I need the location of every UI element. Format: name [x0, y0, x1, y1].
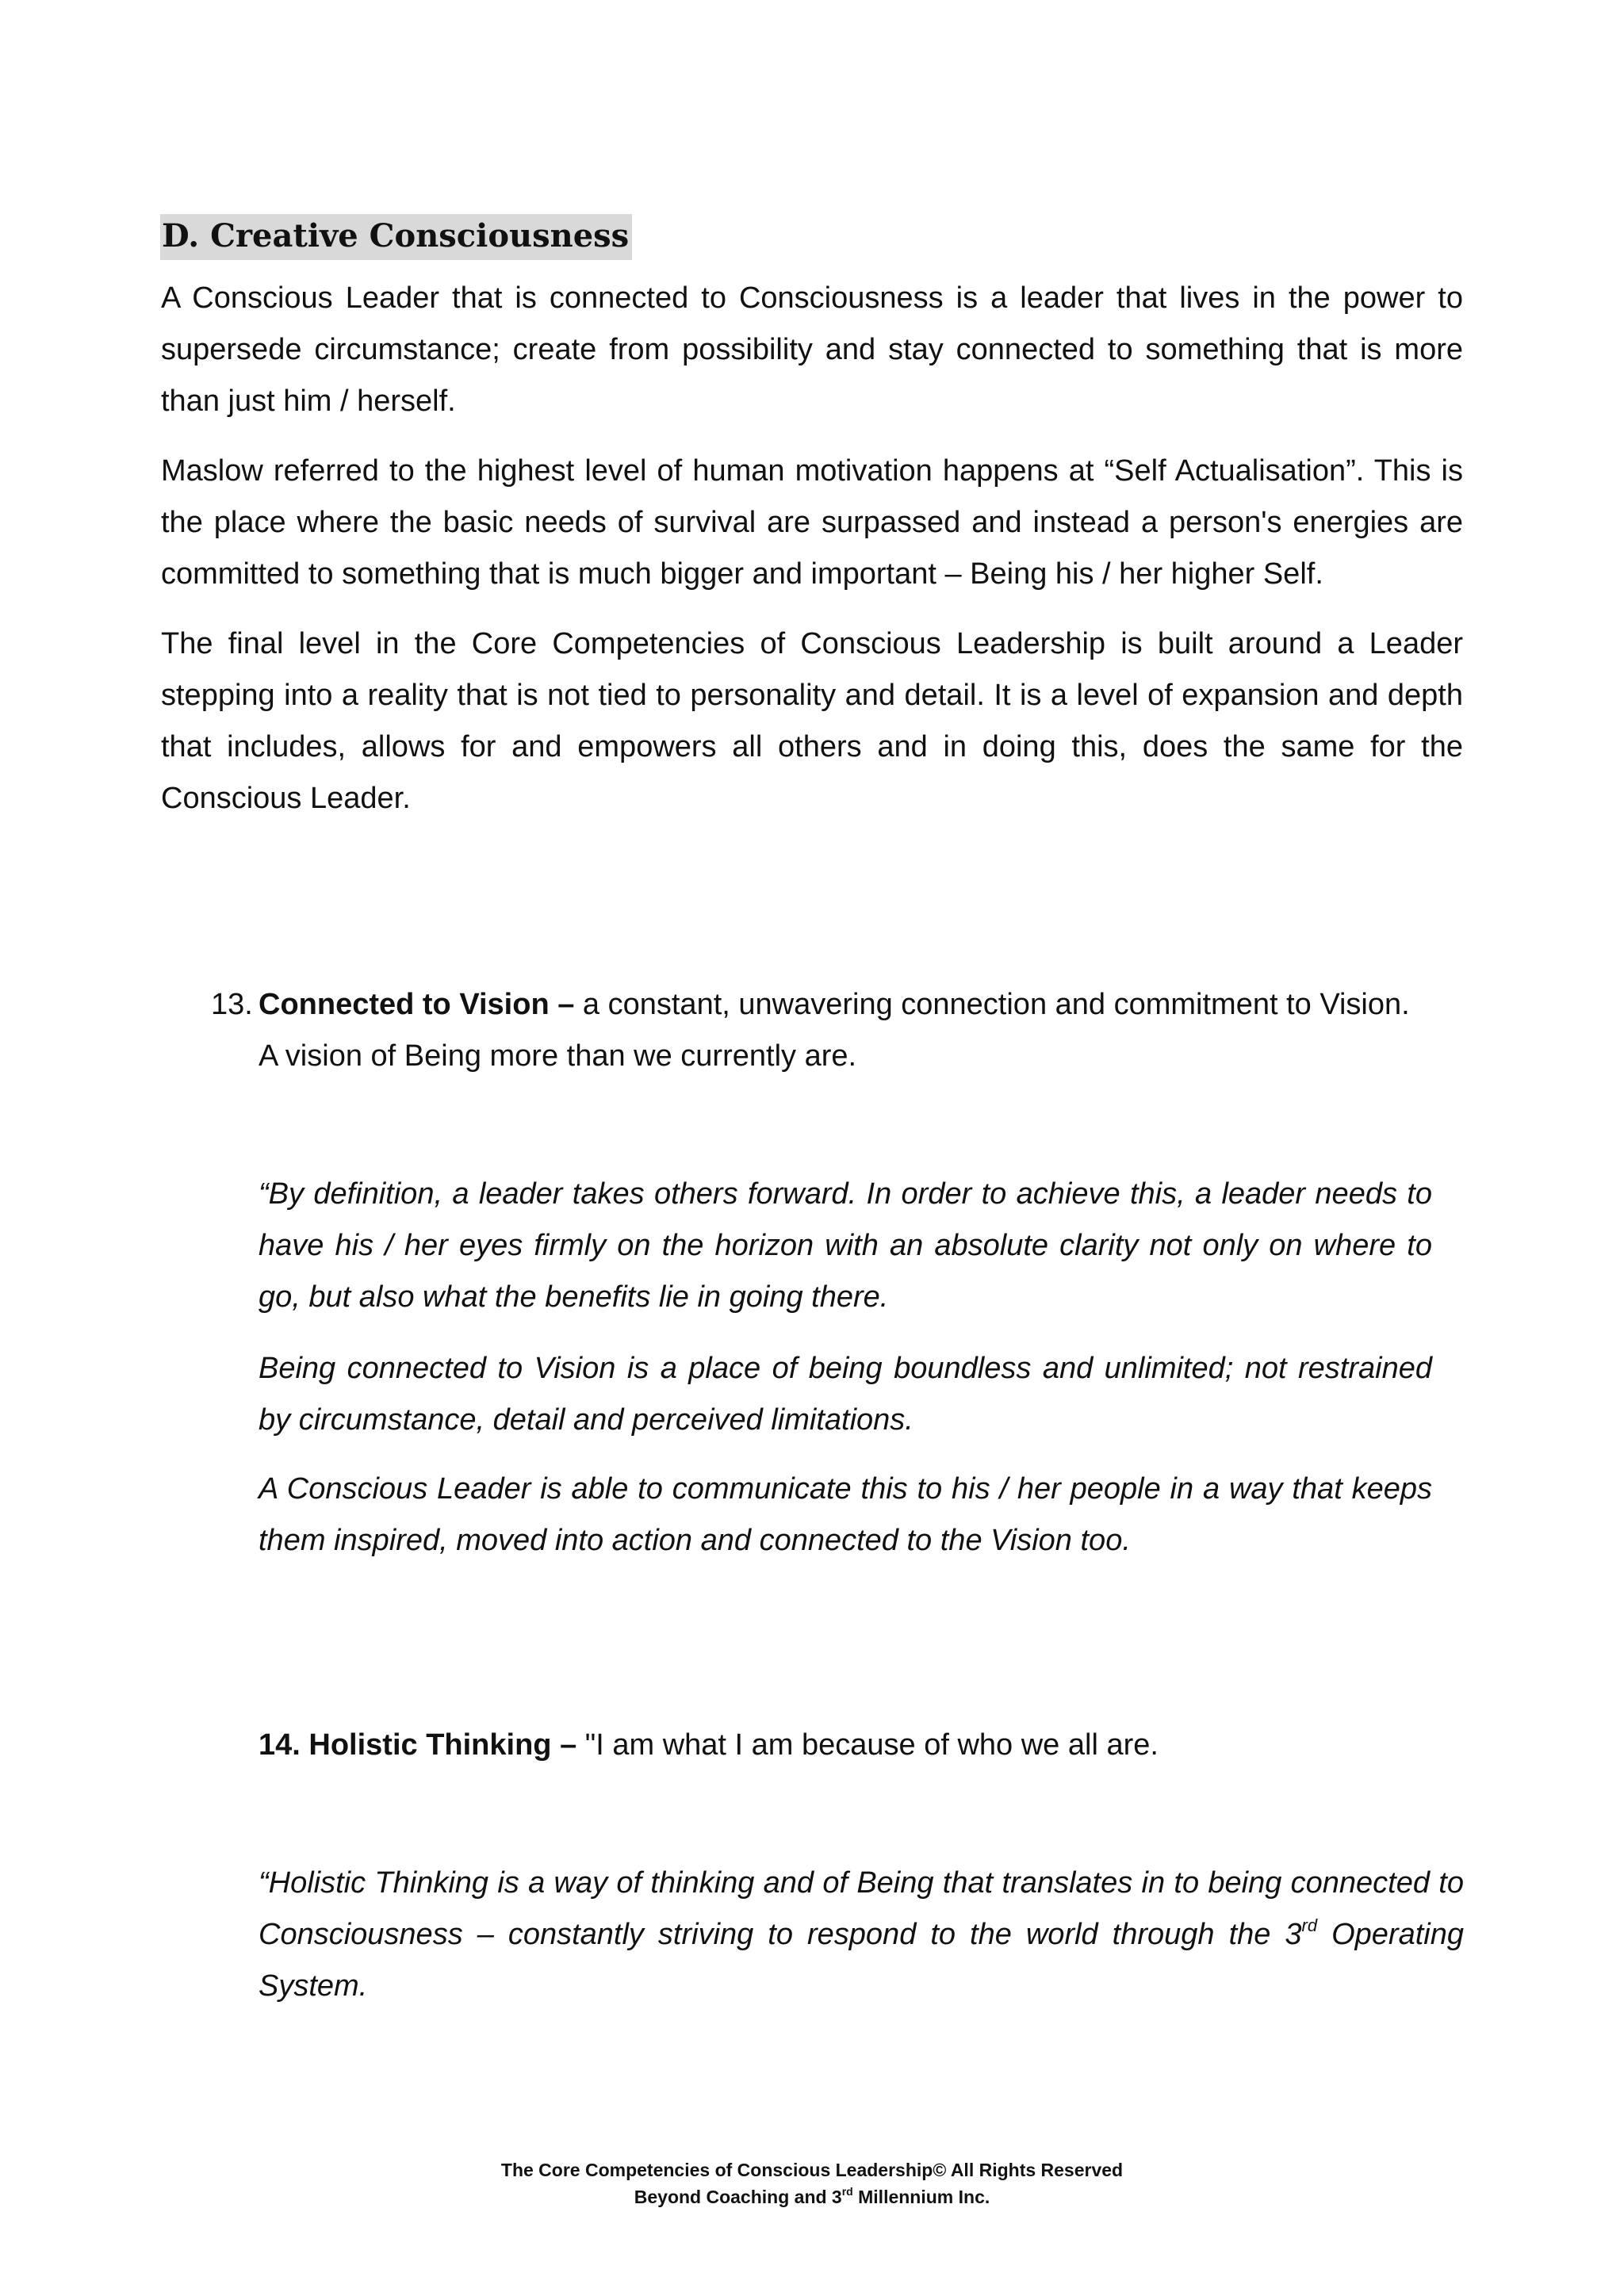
footer-company-text: Beyond Coaching and 3: [634, 2187, 842, 2207]
intro-paragraph-3: The final level in the Core Competencies of Conscious Leadership is built around a Leader stepping into a reality that is not tied to personality and detail. It is a level of expansion and depth that includes, allows for and empowers all others and in doing this, does the same for the Conscious Leader.: [161, 627, 1463, 815]
item-title: Holistic Thinking –: [308, 1728, 577, 1762]
item-number: 14.: [259, 1728, 301, 1762]
superscript-ordinal: rd: [1301, 1915, 1318, 1935]
quote-text: “Holistic Thinking is a way of thinking and of Being that translates in to being connected to Consciousness – constantly striving to respond to the world through the 3: [259, 1866, 1464, 1951]
competency-item-14: [259, 1720, 1464, 1771]
quote-text-end: Operating System.: [259, 1918, 1464, 2003]
section-heading: D. Creative Consciousness: [160, 214, 632, 260]
item-14-quote: [259, 1858, 1464, 2012]
item-description: a constant, unwavering connection and commitment to Vision.: [574, 988, 1410, 1021]
item-13-quote-2: Being connected to Vision is a place of being boundless and unlimited; not restrained by circumstance, detail and perceived limitations.: [259, 1352, 1432, 1437]
competency-item-13: [211, 979, 1432, 1082]
footer-superscript-ordinal: rd: [841, 2185, 853, 2198]
item-title: Connected to Vision –: [259, 988, 575, 1021]
item-number: 13.: [211, 988, 253, 1021]
footer-copyright-line: The Core Competencies of Conscious Leadership© All Rights Reserved: [500, 2160, 1124, 2180]
intro-paragraph-2: Maslow referred to the highest level of human motivation happens at “Self Actualisation”. This is the place where the basic needs of survival are surpassed and instead a person's energies are committed to something that is much bigger and important – Being his / her higher Self.: [161, 454, 1463, 591]
item-description-continuation: A vision of Being more than we currently are.: [259, 1039, 857, 1073]
footer-company-text-end: Millennium Inc.: [852, 2187, 990, 2207]
page-footer: [0, 2156, 1624, 2210]
item-13-quote-1: “By definition, a leader takes others forward. In order to achieve this, a leader needs to have his / her eyes firmly on the horizon with an absolute clarity not only on where to go, but also what the benefits lie in going there.: [259, 1177, 1432, 1314]
intro-paragraph-1: A Conscious Leader that is connected to Consciousness is a leader that lives in the power to supersede circumstance; create from possibility and stay connected to something that is more than just him / herself.: [161, 281, 1463, 418]
footer-company-line: [0, 2183, 1624, 2210]
item-13-quote-3: A Conscious Leader is able to communicate this to his / her people in a way that keeps them inspired, moved into action and connected to the Vision too.: [259, 1472, 1432, 1557]
item-description: "I am what I am because of who we all are.: [576, 1728, 1159, 1762]
